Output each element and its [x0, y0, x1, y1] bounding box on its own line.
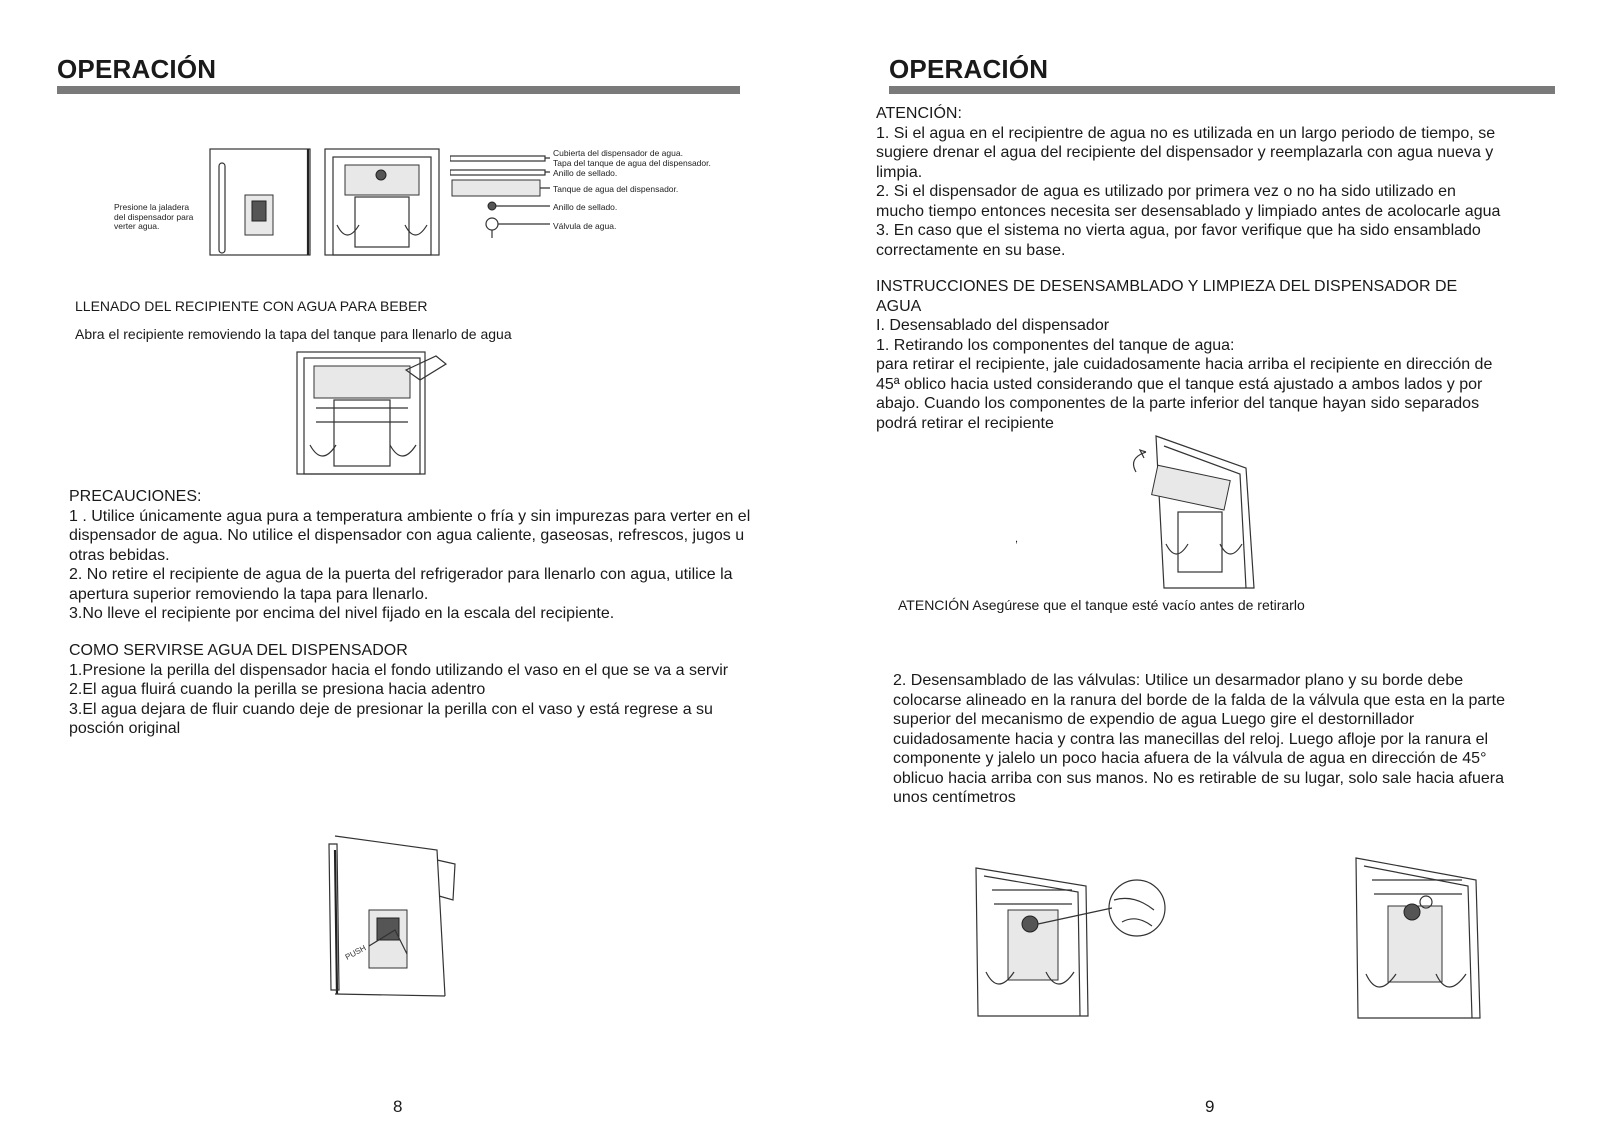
- left-page-title: OPERACIÓN: [57, 54, 217, 84]
- valve-removed-illustration: [1352, 852, 1492, 1022]
- paragraph-line: componente y jalelo un poco hacia afuera de la válvula de agua en dirección de 45°: [893, 750, 1487, 767]
- right-title-rule: [889, 86, 1555, 94]
- right-page-title: OPERACIÓN: [889, 54, 1049, 84]
- fill-text: Abra el recipiente removiendo la tapa del tanque para llenarlo de agua: [75, 326, 512, 342]
- paragraph-line: dispensador de agua. No utilice el dispensador con agua caliente, gaseosas, refrescos, jugos u: [69, 527, 745, 544]
- exploded-parts-illustration: [450, 150, 550, 240]
- callout-line: verter agua.: [114, 221, 160, 231]
- paragraph-line: limpia.: [876, 163, 923, 181]
- callout-line: Presione la jaladera: [114, 202, 190, 212]
- callout-line: del dispensador para: [114, 211, 194, 222]
- paragraph-line: abajo. Cuando los componentes de la parte inferior del tanque hayan sido separados: [876, 395, 1480, 412]
- paragraph-line: mucho tiempo entonces necesita ser desensablado y limpiado antes de acolocarle agua: [876, 202, 1501, 220]
- paragraph-line: 1. Si el agua en el recipientre de agua no es utilizada en un largo periodo de tiempo, se: [876, 124, 1496, 142]
- part-label-tank-lid: Tapa del tanque de agua del dispensador.: [553, 157, 711, 168]
- instructions-heading: INSTRUCCIONES DE DESENSAMBLADO Y LIMPIEZA DEL DISPENSADOR DE: [876, 278, 1458, 295]
- part-label-water-valve: Válvula de agua.: [553, 220, 617, 231]
- valve-screwdriver-illustration: [972, 860, 1172, 1020]
- right-page-number: 9: [1205, 1097, 1215, 1116]
- paragraph-line: posción original: [69, 720, 181, 737]
- paragraph-line: 1. Retirando los componentes del tanque de agua:: [876, 336, 1235, 354]
- paragraph-line: 2. Si el dispensador de agua es utilizado por primera vez o no ha sido utilizado en: [876, 183, 1456, 200]
- precautions-heading: PRECAUCIONES:: [69, 488, 202, 505]
- paragraph-line: superior del mecanismo de expendio de agua Luego gire el destornillador: [893, 711, 1415, 728]
- disassembly-instructions-section: [876, 277, 1576, 433]
- push-dispenser-illustration: [325, 830, 475, 1000]
- left-page-number: 8: [393, 1097, 403, 1116]
- paragraph-line: sugiere drenar el agua del recipiente del dispensador y reemplazarla con agua nueva y: [876, 144, 1494, 161]
- paragraph-line: 3. En caso que el sistema no vierta agua, por favor verifique que ha sido ensamblado: [876, 222, 1481, 239]
- paragraph-line: 2. Desensamblado de las válvulas: Utilice un desarmador plano y su borde debe: [893, 672, 1464, 689]
- paragraph-line: I. Desensablado del dispensador: [876, 317, 1110, 334]
- stray-mark: ,: [1015, 533, 1019, 545]
- paragraph-line: 3.No lleve el recipiente por encima del nivel fijado en la escala del recipiente.: [69, 605, 615, 622]
- paragraph-line: unos centímetros: [893, 789, 1016, 806]
- push-label: PUSH: [343, 943, 368, 962]
- attention-empty-tank-note: ATENCIÓN Asegúrese que el tanque esté vacío antes de retirarlo: [898, 597, 1305, 613]
- part-label-tank: Tanque de agua del dispensador.: [553, 183, 679, 194]
- dispenser-door-illustration: [205, 145, 450, 257]
- fill-heading: LLENADO DEL RECIPIENTE CON AGUA PARA BEBER: [75, 298, 428, 314]
- paragraph-line: oblicuo hacia arriba con sus manos. No es retirable de su lugar, solo sale hacia afuera: [893, 769, 1505, 787]
- serve-heading: COMO SERVIRSE AGUA DEL DISPENSADOR: [69, 642, 408, 659]
- valve-disassembly-section: [893, 671, 1573, 808]
- tank-removal-illustration: [1128, 432, 1268, 592]
- paragraph-line: otras bebidas.: [69, 546, 170, 564]
- instructions-heading-cont: AGUA: [876, 297, 922, 315]
- part-label-seal-ring-2: Anillo de sellado.: [553, 202, 618, 212]
- paragraph-line: 1.Presione la perilla del dispensador hacia el fondo utilizando el vaso en el que se va a servir: [69, 661, 729, 679]
- paragraph-line: apertura superior removiendo la tapa para llenarlo.: [69, 585, 429, 603]
- dispenser-parts-labels: [553, 149, 711, 231]
- serve-water-section: [69, 641, 809, 739]
- paragraph-line: 2.El agua fluirá cuando la perilla se presiona hacia adentro: [69, 681, 486, 698]
- paragraph-line: cuidadosamente hacia y contra las manecillas del reloj. Luego afloje por la ranura el: [893, 730, 1489, 748]
- paragraph-line: podrá retirar el recipiente: [876, 414, 1054, 432]
- tank-lid-removal-illustration: [296, 350, 456, 476]
- paragraph-line: 2. No retire el recipiente de agua de la puerta del refrigerador para llenarlo con agua, utilice la: [69, 566, 733, 583]
- paragraph-line: 45ª oblico hacia usted considerando que el tanque está ajustado a ambos lados y por: [876, 375, 1483, 393]
- attention-heading: ATENCIÓN:: [876, 105, 962, 122]
- left-title-rule: [57, 86, 740, 94]
- part-label-cover: Cubierta del dispensador de agua.: [553, 148, 683, 158]
- paragraph-line: 3.El agua dejara de fluir cuando deje de presionar la perilla con el vaso y está regrese a su: [69, 700, 713, 718]
- part-label-seal-ring: Anillo de sellado.: [553, 168, 618, 178]
- paragraph-line: para retirar el recipiente, jale cuidadosamente hacia arriba el recipiente en dirección de: [876, 356, 1493, 373]
- paragraph-line: colocarse alineado en la ranura del borde de la falda de la válvula que esta en la parte: [893, 691, 1505, 709]
- paragraph-line: 1 . Utilice únicamente agua pura a temperatura ambiente o fría y sin impurezas para verter en el: [69, 507, 751, 525]
- press-handle-callout: [114, 203, 204, 232]
- paragraph-line: correctamente en su base.: [876, 241, 1066, 259]
- precautions-section: [69, 487, 809, 624]
- attention-section: [876, 104, 1576, 260]
